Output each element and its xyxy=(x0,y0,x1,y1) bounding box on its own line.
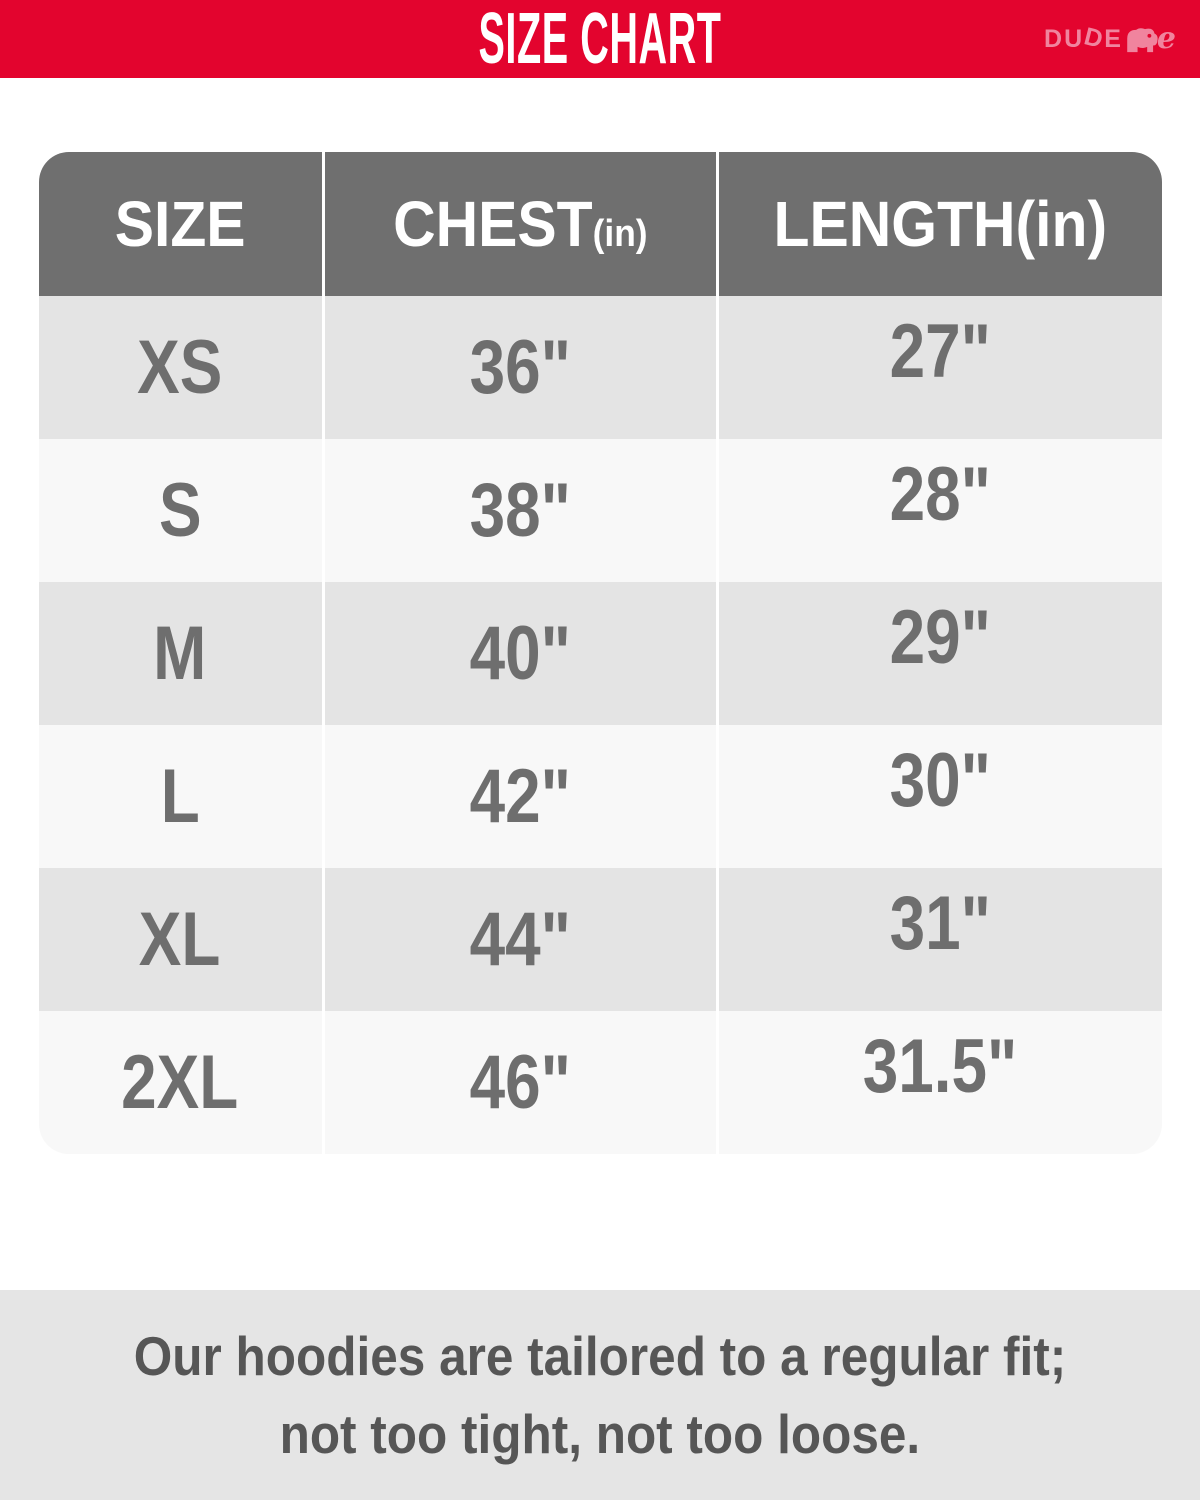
footer-note-line1: Our hoodies are tailored to a regular fit; xyxy=(133,1325,1067,1387)
size-cell: L xyxy=(39,725,322,868)
length-cell: 28" xyxy=(719,439,1162,582)
page-title: SIZE CHART xyxy=(478,0,722,79)
title-wrap xyxy=(0,0,1200,78)
chest-cell: 40" xyxy=(325,582,716,725)
brand-letter: U xyxy=(1064,24,1083,53)
size-cell: M xyxy=(39,582,322,725)
chest-cell: 46" xyxy=(325,1011,716,1154)
elephant-icon xyxy=(1125,26,1159,53)
footer-note xyxy=(0,1290,1200,1500)
length-cell: 27" xyxy=(719,296,1162,439)
length-cell: 31.5" xyxy=(719,1011,1162,1154)
chest-cell: 42" xyxy=(325,725,716,868)
size-cell: XL xyxy=(39,868,322,1011)
length-cell: 29" xyxy=(719,582,1162,725)
title-bar xyxy=(0,0,1200,78)
main-content xyxy=(0,152,1200,1154)
length-cell: 30" xyxy=(719,725,1162,868)
length-cell: 31" xyxy=(719,868,1162,1011)
column-header-label: LENGTH(in) xyxy=(773,188,1107,260)
column-header-label: CHEST(in) xyxy=(392,188,648,260)
chest-cell: 36" xyxy=(325,296,716,439)
size-table xyxy=(39,152,1162,1154)
brand-letter: E xyxy=(1104,24,1121,53)
brand-logo xyxy=(1043,21,1176,56)
size-cell: XS xyxy=(39,296,322,439)
footer-note-line2: not too tight, not too loose. xyxy=(279,1403,921,1465)
column-header-size xyxy=(39,152,322,296)
chest-cell: 38" xyxy=(325,439,716,582)
size-cell: 2XL xyxy=(39,1011,322,1154)
chest-cell: 44" xyxy=(325,868,716,1011)
brand-letter: D xyxy=(1081,21,1106,54)
column-header-label: SIZE xyxy=(114,188,246,260)
size-cell: S xyxy=(39,439,322,582)
column-header-length xyxy=(719,152,1162,296)
brand-tail-letter: e xyxy=(1156,21,1176,56)
column-header-chest xyxy=(325,152,716,296)
brand-letter: D xyxy=(1044,24,1063,53)
